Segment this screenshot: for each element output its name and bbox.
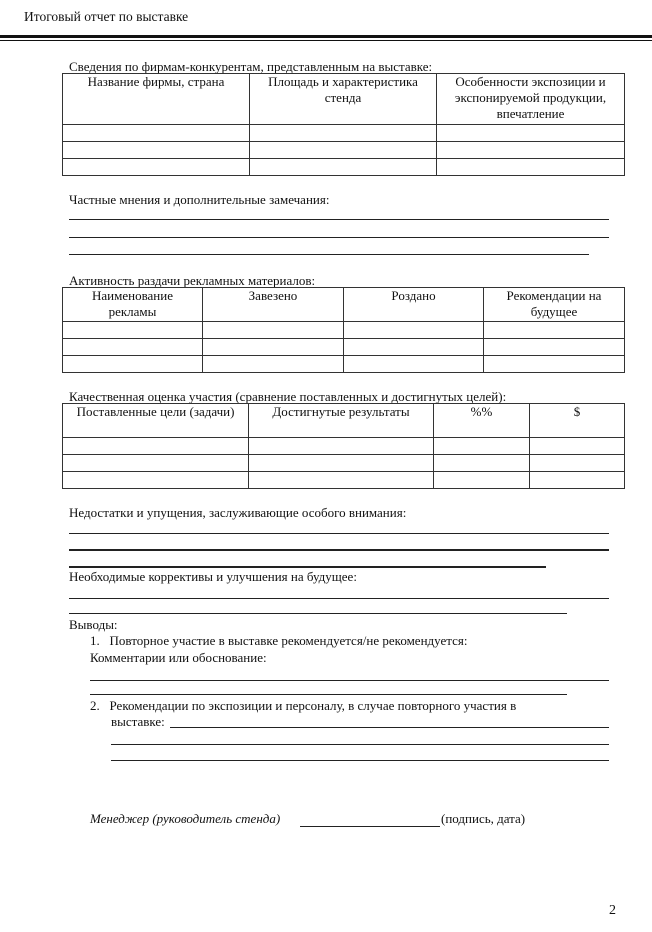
table-row [63, 142, 625, 159]
table-cell[interactable] [63, 142, 250, 159]
table-cell[interactable] [434, 438, 530, 455]
write-in-line[interactable] [69, 598, 609, 599]
table-header-row [63, 288, 625, 322]
write-in-line[interactable] [69, 237, 609, 238]
table-cell[interactable] [249, 472, 434, 489]
write-in-line[interactable] [69, 613, 567, 614]
column-header: Достигнутые результаты [249, 404, 434, 438]
write-in-line[interactable] [90, 680, 609, 681]
column-header: Наименование рекламы [63, 288, 203, 322]
write-in-line[interactable] [69, 549, 609, 551]
conclusions-section-title: Выводы: [69, 617, 118, 632]
document-header-title: Итоговый отчет по выставке [24, 9, 189, 24]
write-in-line[interactable] [90, 694, 567, 695]
table-cell[interactable] [437, 159, 625, 176]
conclusion-item-2-number: 2. [90, 698, 100, 713]
write-in-line[interactable] [170, 727, 609, 728]
table-cell[interactable] [249, 438, 434, 455]
column-header: Поставленные цели (задачи) [63, 404, 249, 438]
table-row [63, 339, 625, 356]
table-cell[interactable] [63, 455, 249, 472]
table-cell[interactable] [530, 472, 625, 489]
advertising-section-title: Активность раздачи рекламных материалов: [69, 273, 316, 288]
table-cell[interactable] [203, 322, 344, 339]
write-in-line[interactable] [111, 760, 609, 761]
conclusion-item-1-number: 1. [90, 633, 100, 648]
table-cell[interactable] [484, 339, 625, 356]
corrections-section-title: Необходимые коррективы и улучшения на будущее: [69, 569, 357, 584]
advertising-table [62, 287, 625, 373]
conclusion-item-2 [90, 698, 516, 714]
conclusion-item-1-subtext: Комментарии или обоснование: [90, 650, 267, 665]
table-cell[interactable] [437, 142, 625, 159]
table-row [63, 455, 625, 472]
column-header: Завезено [203, 288, 344, 322]
write-in-line[interactable] [69, 219, 609, 220]
table-row [63, 125, 625, 142]
conclusion-item-2-text: Рекомендации по экспозиции и персоналу, в случае повторного участия в [109, 698, 517, 713]
write-in-line[interactable] [69, 566, 546, 568]
table-header-row [63, 74, 625, 125]
signature-hint: (подпись, дата) [441, 811, 526, 826]
signature-label: Менеджер (руководитель стенда) [90, 811, 281, 826]
column-header: %% [434, 404, 530, 438]
table-row [63, 356, 625, 373]
column-header: Рекомендации на будущее [484, 288, 625, 322]
table-cell[interactable] [344, 356, 484, 373]
table-cell[interactable] [344, 322, 484, 339]
table-cell[interactable] [63, 125, 250, 142]
column-header: Особенности экспозиции и экспонируемой продукции, впечатление [437, 74, 625, 125]
opinions-section-title: Частные мнения и дополнительные замечания: [69, 192, 330, 207]
conclusion-item-1-text: Повторное участие в выставке рекомендуется/не рекомендуется: [109, 633, 468, 648]
header-rule-thick [0, 35, 652, 38]
column-header: Название фирмы, страна [63, 74, 250, 125]
header-rule-thin [0, 40, 652, 41]
table-row [63, 472, 625, 489]
table-cell[interactable] [484, 322, 625, 339]
evaluation-table [62, 403, 625, 489]
table-cell[interactable] [63, 322, 203, 339]
table-cell[interactable] [203, 356, 344, 373]
table-cell[interactable] [344, 339, 484, 356]
write-in-line[interactable] [69, 254, 589, 255]
table-row [63, 322, 625, 339]
table-cell[interactable] [250, 159, 437, 176]
page-number: 2 [609, 903, 616, 918]
column-header: Площадь и характеристика стенда [250, 74, 437, 125]
table-cell[interactable] [63, 339, 203, 356]
table-cell[interactable] [63, 356, 203, 373]
write-in-line[interactable] [69, 533, 609, 534]
column-header: $ [530, 404, 625, 438]
table-cell[interactable] [203, 339, 344, 356]
table-cell[interactable] [63, 159, 250, 176]
write-in-line[interactable] [111, 744, 609, 745]
evaluation-section-title: Качественная оценка участия (сравнение поставленных и достигнутых целей): [69, 389, 507, 404]
table-cell[interactable] [250, 125, 437, 142]
competitors-section-title: Сведения по фирмам-конкурентам, представленным на выставке: [69, 59, 433, 74]
table-cell[interactable] [530, 455, 625, 472]
conclusion-item-2-subtext: выставке: [111, 714, 165, 729]
table-cell[interactable] [437, 125, 625, 142]
shortcomings-section-title: Недостатки и упущения, заслуживающие особого внимания: [69, 505, 407, 520]
table-cell[interactable] [434, 455, 530, 472]
table-cell[interactable] [484, 356, 625, 373]
column-header: Роздано [344, 288, 484, 322]
table-cell[interactable] [63, 472, 249, 489]
table-cell[interactable] [434, 472, 530, 489]
conclusion-item-1 [90, 633, 467, 649]
signature-line[interactable] [300, 826, 440, 827]
table-cell[interactable] [530, 438, 625, 455]
competitors-table [62, 73, 625, 176]
table-row [63, 438, 625, 455]
table-cell[interactable] [63, 438, 249, 455]
table-row [63, 159, 625, 176]
table-header-row [63, 404, 625, 438]
table-cell[interactable] [249, 455, 434, 472]
table-cell[interactable] [250, 142, 437, 159]
